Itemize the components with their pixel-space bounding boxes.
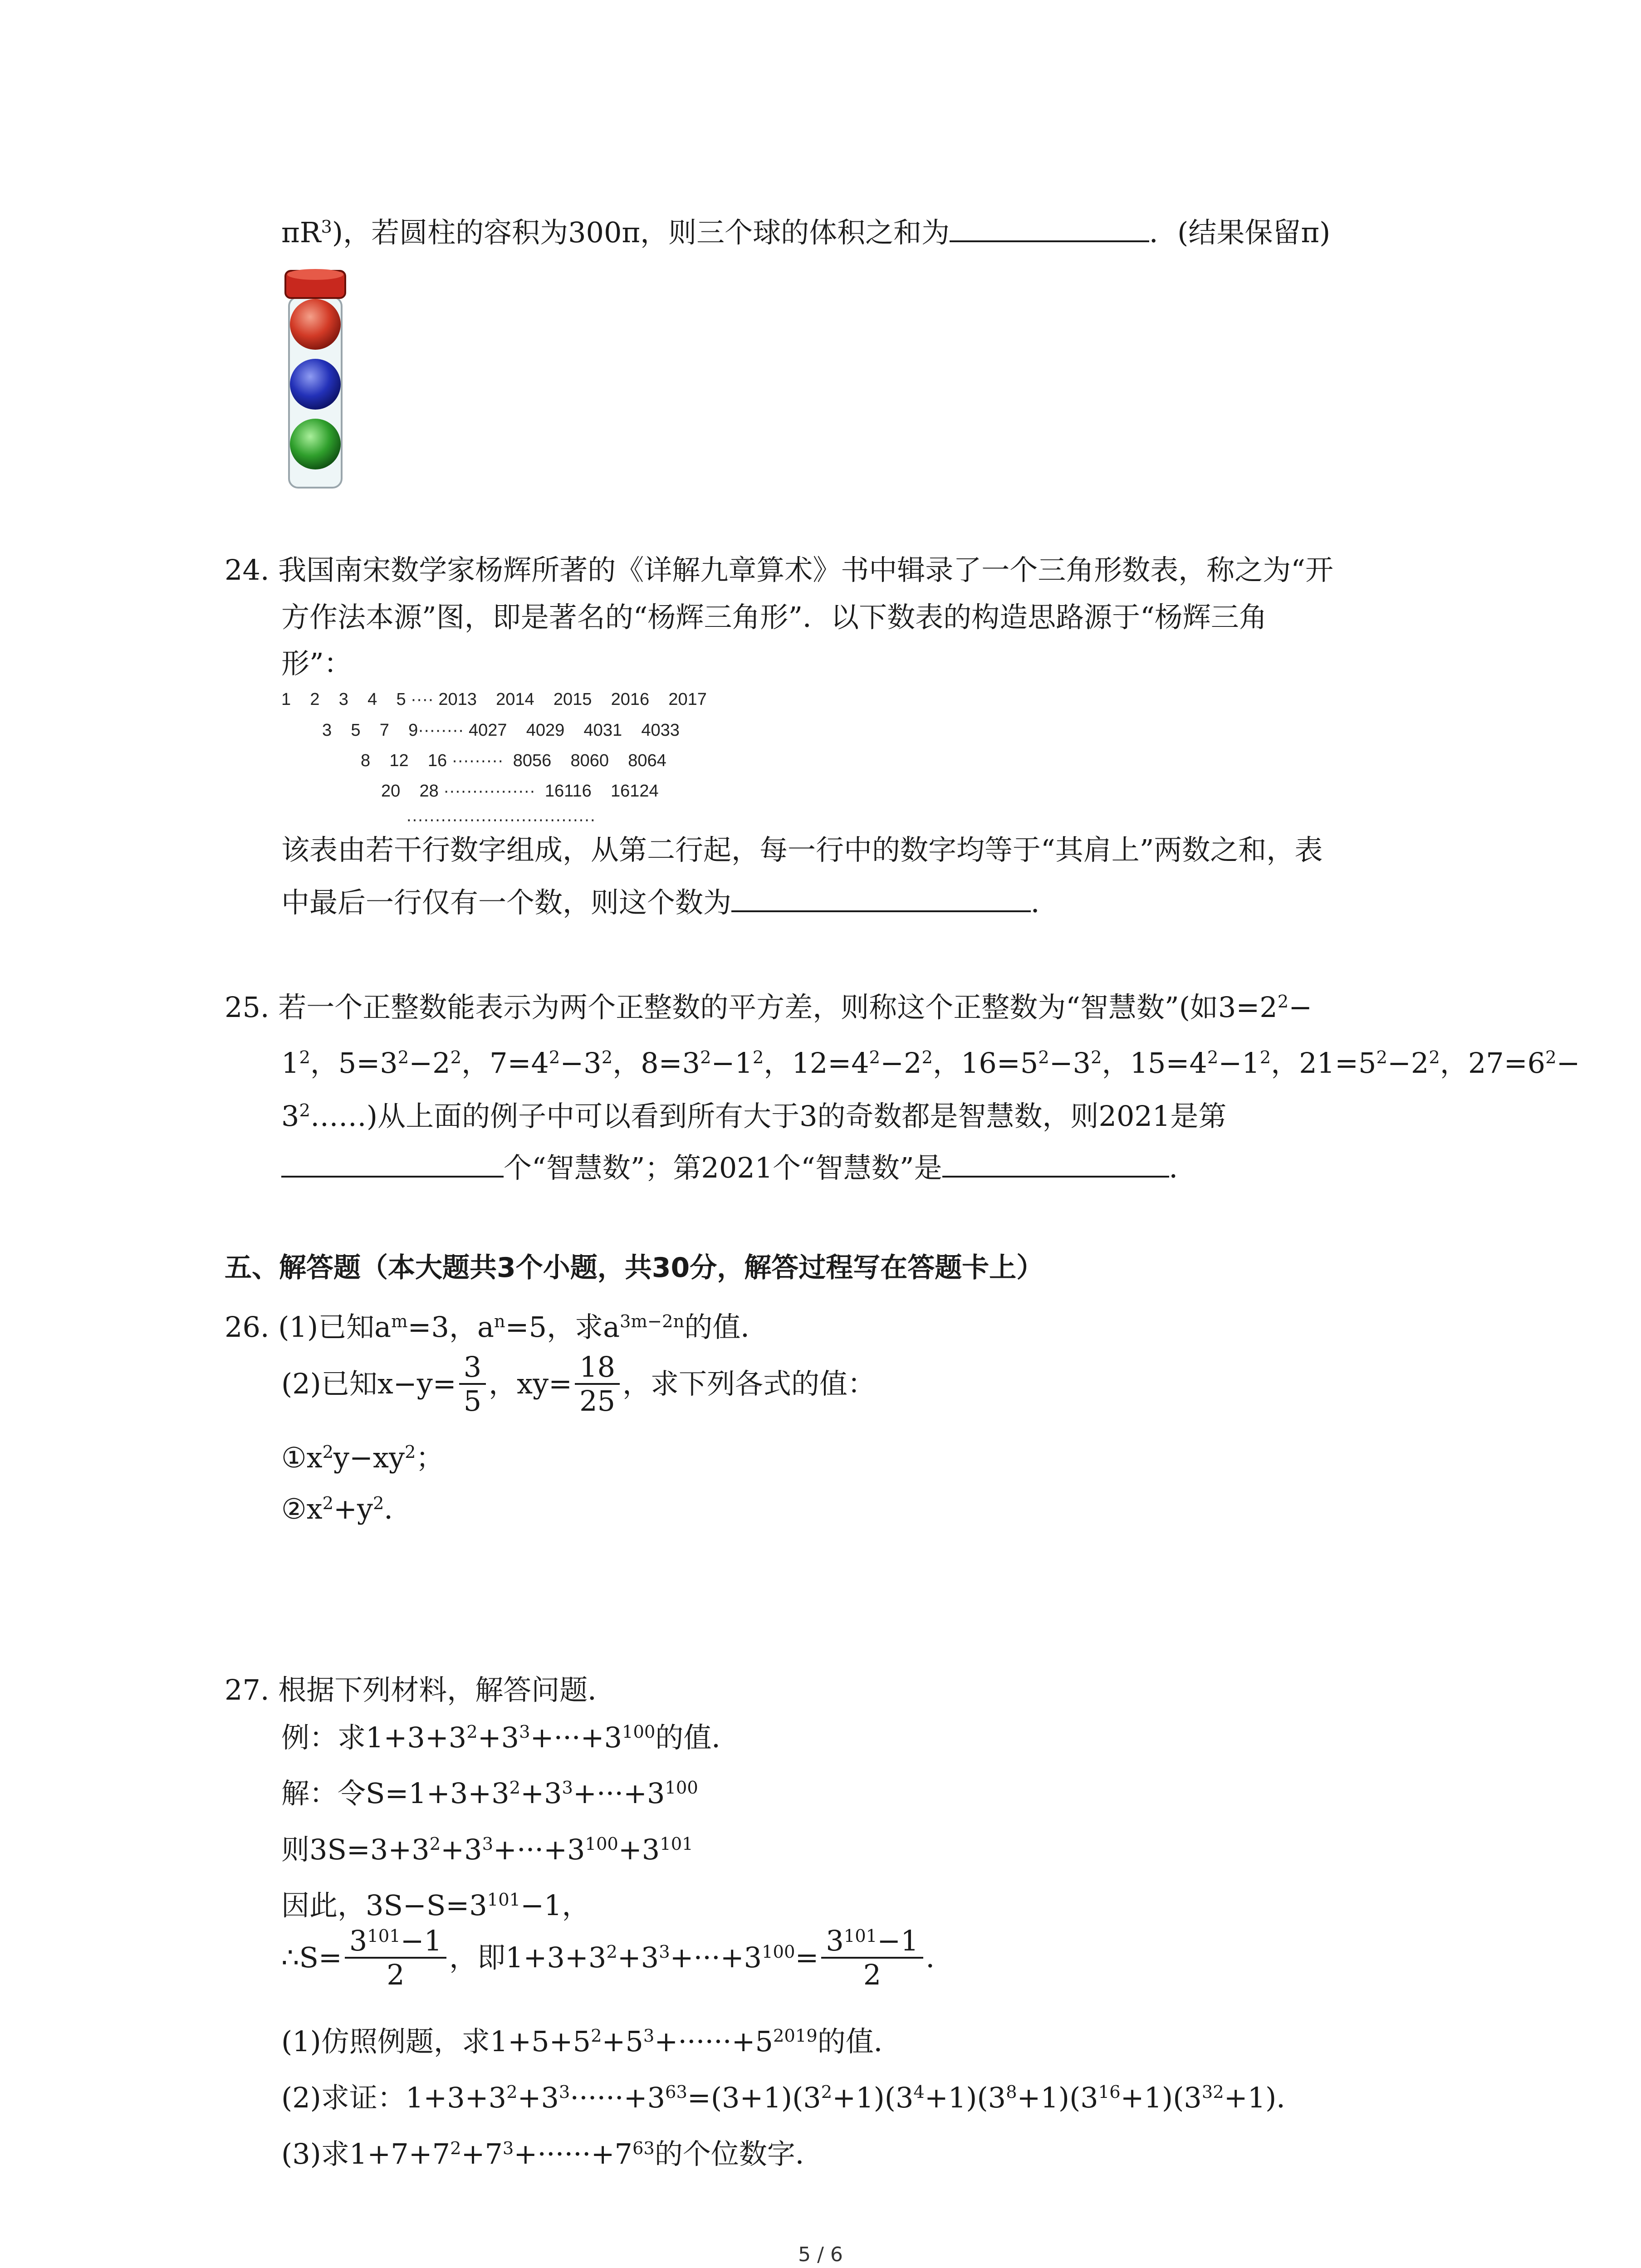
text-run: +···+3 [530, 1721, 622, 1754]
frac-sum-num [821, 1925, 923, 1959]
text-run: +1)． [1224, 2081, 1305, 2114]
superscript: 2 [549, 1047, 560, 1068]
text-run: ，5=3 [310, 1046, 398, 1080]
superscript: 2 [601, 1047, 613, 1068]
superscript: 101 [487, 1889, 521, 1910]
text-run: (1)仿照例题，求1+5+5 [281, 2025, 591, 2058]
q24-line5-end: ． [1031, 886, 1059, 919]
superscript: 2 [299, 1047, 310, 1068]
text-run: +3 [618, 1833, 660, 1866]
text-run: ； [416, 1441, 444, 1474]
text-run: −2 [880, 1046, 922, 1080]
text-run: 1 [281, 1046, 299, 1080]
text-run: −1 [1218, 1046, 1260, 1080]
superscript: 2019 [773, 2025, 818, 2046]
frac-s-den: 2 [387, 1958, 405, 1992]
red-ball [290, 299, 341, 350]
q25-answer-blank-2[interactable] [942, 1152, 1169, 1178]
page-number: 5 / 6 [798, 2243, 843, 2266]
text-run: +3 [441, 1833, 482, 1866]
superscript: 2 [466, 1721, 478, 1742]
q27-line6 [281, 1925, 954, 1991]
q25-line2 [281, 1046, 1580, 1080]
text-run: ． [384, 1492, 412, 1525]
superscript: 2 [373, 1493, 384, 1514]
frac-sum-exp: 101 [843, 1926, 877, 1946]
frac1-den: 5 [463, 1384, 482, 1418]
superscript: 2 [1207, 1047, 1219, 1068]
text-run: +···+3 [573, 1777, 665, 1810]
text-run: −2 [1387, 1046, 1429, 1080]
superscript: 2 [1429, 1047, 1440, 1068]
text-run: +3 [517, 2081, 559, 2114]
q27-l6-end: ． [926, 1941, 954, 1975]
text-run: +3 [477, 1721, 519, 1754]
text-run: −1 [711, 1046, 753, 1080]
superscript: 63 [665, 2082, 687, 2102]
superscript: 2 [606, 1942, 617, 1963]
superscript: 100 [665, 1777, 698, 1798]
q24-line2: 方作法本源”图，即是著名的“杨辉三角形”．以下数表的构造思路源于“杨辉三角 [281, 601, 1267, 634]
yanghui-table-row4: 20 28 ················ 16116 16124 [381, 782, 659, 801]
text-run: 26. (1)已知a [225, 1310, 392, 1344]
q25-line1 [225, 993, 1312, 1022]
superscript: 32 [1201, 2082, 1224, 2102]
superscript: m [391, 1311, 408, 1332]
superscript: 2 [450, 1047, 462, 1068]
text-run: (2)求证：1+3+3 [281, 2081, 507, 2114]
q26-l2-end: ，求下列各式的值： [622, 1367, 876, 1401]
text-run: +y [333, 1492, 373, 1525]
fraction-sum [821, 1925, 923, 1991]
q24-line3: 形”： [281, 647, 352, 680]
superscript: 2 [1259, 1047, 1271, 1068]
q26-line1 [225, 1310, 769, 1344]
q27-line7 [281, 2025, 902, 2058]
q27-l6-text: ∴S= [281, 1941, 342, 1975]
q27-line3 [281, 1779, 698, 1808]
q27-line5 [281, 1889, 590, 1922]
superscript: 8 [1006, 2082, 1017, 2102]
q26-l2-text: (2)已知x−y= [281, 1367, 456, 1401]
text-run: +1)(3 [1120, 2081, 1202, 2114]
text-run: +······+7 [514, 2137, 632, 2170]
text-run: =(3+1)(3 [687, 2081, 821, 2114]
superscript: 2 [506, 2082, 518, 2102]
q24-line5 [281, 887, 1059, 917]
q25-l1-text: 25. 若一个正整数能表示为两个正整数的平方差，则称这个正整数为“智慧数”(如3=2 [225, 991, 1278, 1024]
text-run: −2 [409, 1046, 451, 1080]
q26-line4 [281, 1492, 412, 1525]
q25-answer-blank-1[interactable] [281, 1152, 504, 1178]
text-run: =5，求a [505, 1310, 620, 1344]
q24-line5-text: 中最后一行仅有一个数，则这个数为 [281, 886, 732, 919]
text-run: 的值． [684, 1310, 769, 1344]
superscript: 2 [322, 1493, 334, 1514]
text-run: 解：令S=1+3+3 [281, 1777, 509, 1810]
text-run: ，12=4 [764, 1046, 869, 1080]
q27-line1: 27. 根据下列材料，解答问题． [225, 1673, 616, 1706]
blue-ball [290, 359, 341, 410]
text-run: 的值． [817, 2025, 902, 2058]
superscript: 3 [558, 2082, 570, 2102]
superscript: 2 [397, 1047, 409, 1068]
q25-l3-rest: ……)从上面的例子中可以看到所有大于3的奇数都是智慧数，则2021是第 [310, 1100, 1227, 1133]
superscript: 3m−2n [620, 1311, 685, 1332]
section-heading: 五、解答题（本大题共3个小题，共30分，解答过程写在答题卡上） [225, 1252, 1044, 1284]
yanghui-table-row3: 8 12 16 ········· 8056 8060 8064 [361, 751, 666, 770]
frac-s-exp: 101 [367, 1926, 401, 1946]
text-run: +7 [461, 2137, 503, 2170]
superscript: 3 [502, 2138, 514, 2159]
superscript: 2 [869, 1047, 881, 1068]
superscript: 16 [1098, 2082, 1121, 2102]
text-run: y−xy [333, 1441, 405, 1474]
text-run: +1)(3 [832, 2081, 914, 2114]
q23-text-a: πR [281, 216, 321, 249]
q25-line4 [281, 1152, 1197, 1182]
q25-l1-minus: − [1288, 991, 1313, 1024]
superscript: 2 [591, 2025, 602, 2046]
superscript: 2 [322, 1442, 334, 1462]
superscript: 100 [622, 1721, 656, 1742]
text-run: +···+3 [670, 1941, 762, 1975]
superscript: 100 [585, 1833, 618, 1854]
superscript: 2 [752, 1047, 764, 1068]
superscript: 2 [821, 2082, 833, 2102]
frac-sum-den: 2 [863, 1958, 882, 1992]
q25-l3-sup: 2 [299, 1100, 310, 1121]
text-run: 例：求1+3+3 [281, 1721, 467, 1754]
q23-answer-blank[interactable] [950, 217, 1149, 242]
yanghui-table-row5: ································· [406, 810, 596, 829]
green-ball [290, 419, 341, 469]
superscript: 101 [660, 1833, 693, 1854]
text-run: −3 [560, 1046, 602, 1080]
superscript: 2 [1376, 1047, 1387, 1068]
q26-line3 [281, 1441, 444, 1474]
superscript: 3 [562, 1777, 573, 1798]
q25-l1-sup: 2 [1277, 991, 1289, 1012]
superscript: 2 [450, 2138, 461, 2159]
text-run: ，15=4 [1102, 1046, 1207, 1080]
superscript: 3 [482, 1833, 494, 1854]
q25-line3 [281, 1100, 1227, 1133]
text-run: ，即1+3+3 [449, 1941, 607, 1975]
superscript: 3 [519, 1721, 530, 1742]
fraction-s [345, 1925, 446, 1991]
q27-line2 [281, 1721, 740, 1754]
text-run: −1， [520, 1889, 590, 1922]
superscript: n [494, 1311, 505, 1332]
q24-line4: 该表由若干行数字组成，从第二行起，每一行中的数字均等于“其肩上”两数之和，表 [281, 833, 1323, 866]
q26-l2-mid: ，xy= [489, 1367, 573, 1401]
text-run: +1)(3 [1017, 2081, 1098, 2114]
text-run: ，27=6 [1440, 1046, 1546, 1080]
frac-s-base: 3 [349, 1924, 367, 1957]
frac1-num: 3 [459, 1351, 486, 1385]
superscript: 2 [1038, 1047, 1049, 1068]
q24-line1: 24. 我国南宋数学家杨辉所著的《详解九章算术》书中辑录了一个三角形数表，称之为“开 [225, 553, 1334, 587]
q23-text-d: ．(结果保留π) [1149, 216, 1331, 249]
text-run: +3 [520, 1777, 562, 1810]
q27-line4 [281, 1833, 693, 1866]
text-run: 则3S=3+3 [281, 1833, 430, 1866]
text-run: 因此，3S−S=3 [281, 1889, 487, 1922]
q27-l6-mid [449, 1941, 819, 1975]
fraction-18-25 [575, 1351, 620, 1418]
text-run: ，16=5 [932, 1046, 1038, 1080]
frac-s-num [345, 1925, 446, 1959]
text-run: −3 [1049, 1046, 1091, 1080]
superscript: 63 [632, 2138, 655, 2159]
superscript: 100 [762, 1942, 795, 1963]
text-run: ······+3 [570, 2081, 666, 2114]
text-run: =3，a [407, 1310, 494, 1344]
text-run: ①x [281, 1441, 323, 1474]
q23-sup: 3 [321, 216, 332, 237]
superscript: 2 [1545, 1047, 1557, 1068]
superscript: 3 [659, 1942, 670, 1963]
cylinder-balls-figure [284, 265, 347, 494]
superscript: 2 [1091, 1047, 1102, 1068]
frac-sum-minus: −1 [877, 1924, 919, 1957]
text-run: +···+3 [493, 1833, 585, 1866]
superscript: 3 [643, 2025, 655, 2046]
frac2-num: 18 [575, 1351, 620, 1385]
frac2-den: 25 [579, 1384, 616, 1418]
q26-line2 [281, 1351, 876, 1418]
superscript: 2 [509, 1777, 521, 1798]
superscript: 2 [429, 1833, 441, 1854]
text-run: ，8=3 [612, 1046, 700, 1080]
frac-s-minus: −1 [400, 1924, 442, 1957]
text-run: +3 [617, 1941, 659, 1975]
q23-text-c: )，若圆柱的容积为300π，则三个球的体积之和为 [332, 216, 950, 249]
superscript: 2 [700, 1047, 711, 1068]
q24-answer-blank[interactable] [731, 887, 1031, 912]
yanghui-table-row2: 3 5 7 9········ 4027 4029 4031 4033 [322, 721, 680, 740]
q27-line9 [281, 2137, 823, 2170]
text-run: ，21=5 [1271, 1046, 1376, 1080]
q25-l4-end: ． [1169, 1151, 1197, 1184]
text-run: +······+5 [654, 2025, 773, 2058]
text-run: (3)求1+7+7 [281, 2137, 451, 2170]
text-run: +5 [602, 2025, 643, 2058]
q23-line [281, 217, 1330, 247]
yanghui-table-row1: 1 2 3 4 5 ···· 2013 2014 2015 2016 2017 [281, 690, 707, 709]
q27-line8 [281, 2081, 1305, 2114]
text-run: 的个位数字． [654, 2137, 823, 2170]
superscript: 2 [921, 1047, 933, 1068]
frac-sum-base: 3 [826, 1924, 844, 1957]
superscript: 2 [404, 1442, 416, 1462]
fraction-3-5 [459, 1351, 486, 1418]
text-run: ②x [281, 1492, 323, 1525]
text-run: 的值． [655, 1721, 740, 1754]
text-run: +1)(3 [924, 2081, 1006, 2114]
text-run: − [1556, 1046, 1580, 1080]
q25-l3-text: 3 [281, 1100, 299, 1133]
text-run: ，7=4 [461, 1046, 549, 1080]
superscript: 4 [913, 2082, 925, 2102]
q25-l4-text: 个“智慧数”；第2021个“智慧数”是 [504, 1151, 942, 1184]
text-run: = [795, 1941, 819, 1975]
